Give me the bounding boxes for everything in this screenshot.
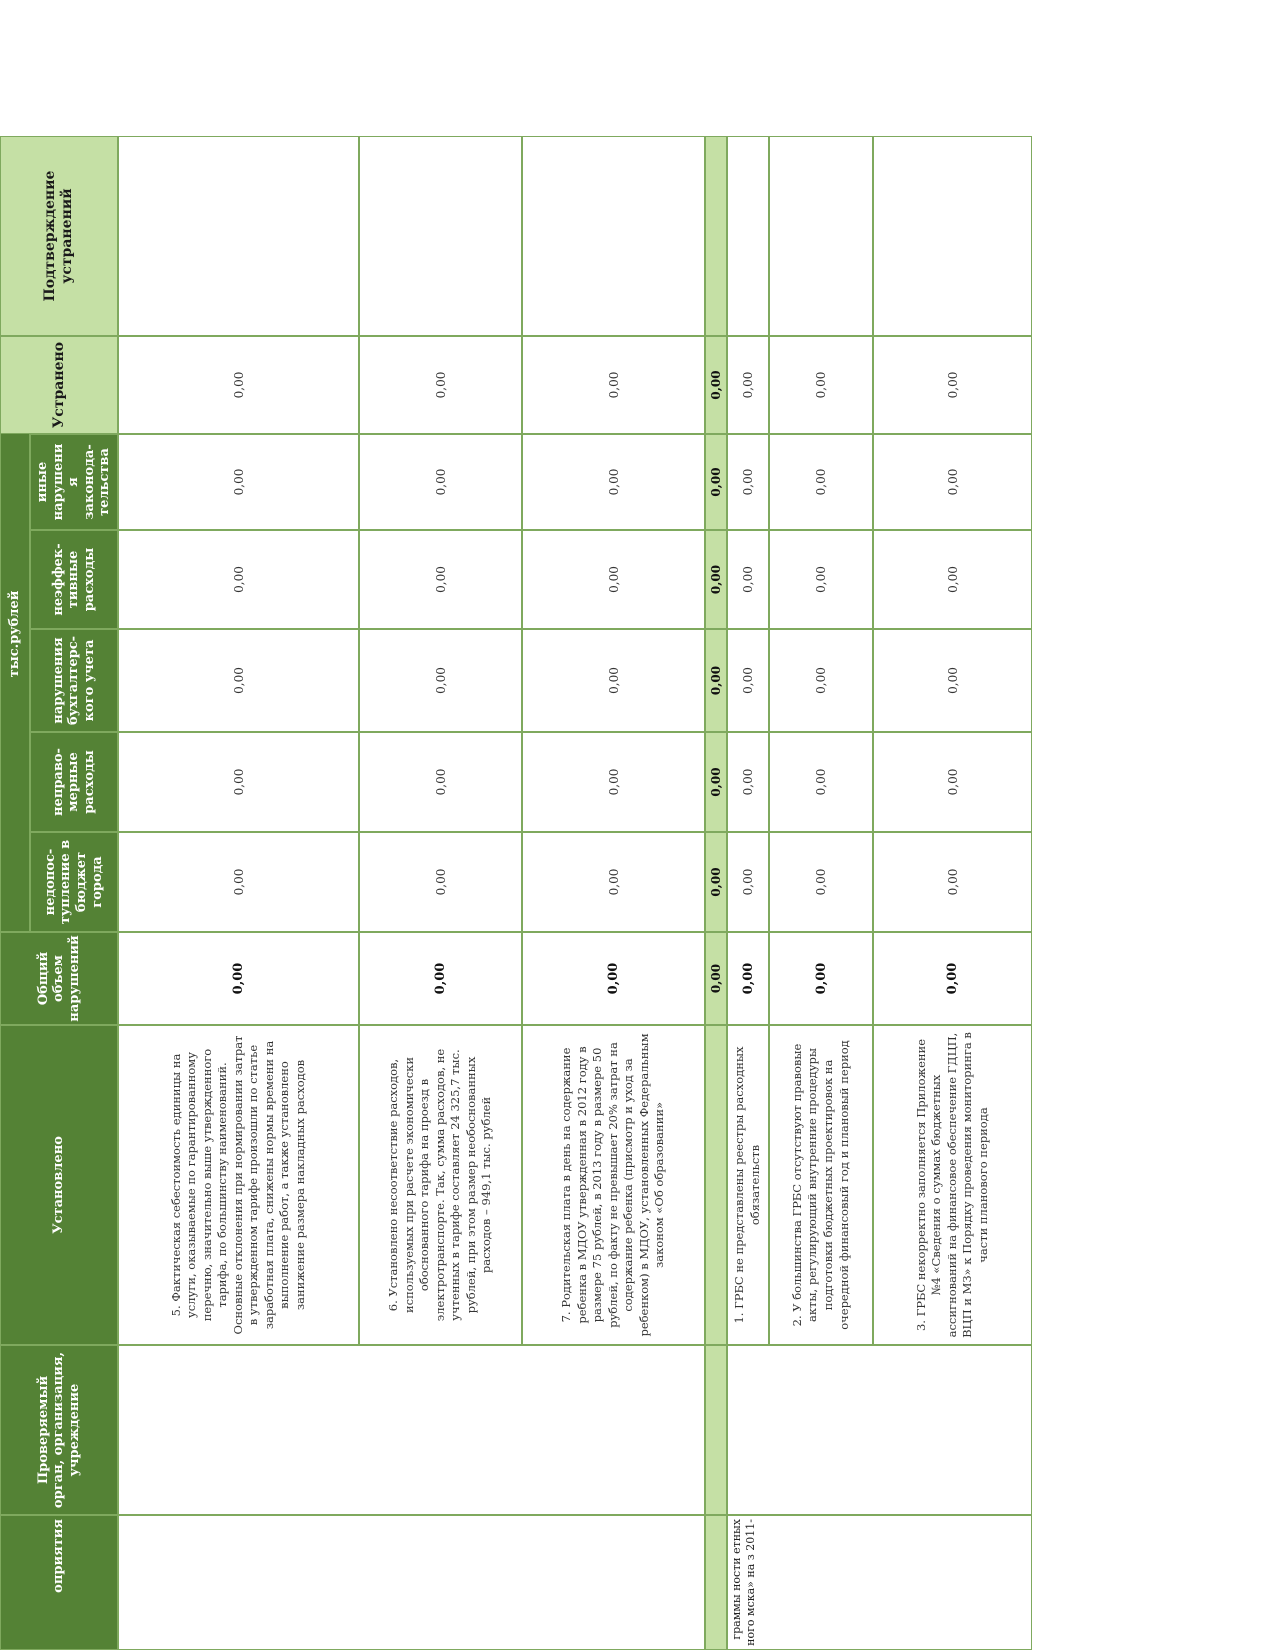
row7-ineffective: 0,00 — [522, 530, 705, 629]
finding-text: 3. ГРБС некорректно заполняется Приложение №4 «Сведения о суммах бюджетных ассигнований на финансовое обеспечение ГДЦП, ВЦП и МЗ» к Порядку проведения мониторинга в части планового периода — [913, 1032, 990, 1338]
row3-eliminated: 0,00 — [873, 336, 1032, 434]
row5-total: 0,00 — [118, 932, 359, 1025]
header-event-column — [0, 1515, 118, 1650]
row1-eliminated: 0,00 — [727, 336, 769, 434]
row1-accounting: 0,00 — [727, 629, 769, 732]
summary-misuse: 0,00 — [705, 732, 727, 832]
row7-misuse: 0,00 — [522, 732, 705, 832]
header-eliminated-label: Устранено — [50, 341, 67, 429]
header-misuse-label: неправо-мерные расходы — [50, 748, 97, 816]
row2-accounting: 0,00 — [769, 629, 873, 732]
section2-event-cell — [727, 1515, 1032, 1650]
row3-ineffective: 0,00 — [873, 530, 1032, 629]
row6-eliminated: 0,00 — [359, 336, 522, 434]
row3-other: 0,00 — [873, 434, 1032, 530]
row7-total: 0,00 — [522, 932, 705, 1025]
row5-shortfall: 0,00 — [118, 832, 359, 932]
section2-event-text: граммы ности етных ного мска» на з 2011- — [730, 1519, 758, 1646]
finding-row-2 — [769, 1025, 873, 1345]
header-accounting — [30, 629, 118, 732]
header-found — [0, 1025, 118, 1345]
summary-event-cell — [705, 1515, 727, 1650]
row1-misuse: 0,00 — [727, 732, 769, 832]
summary-ineffective: 0,00 — [705, 530, 727, 629]
row7-accounting: 0,00 — [522, 629, 705, 732]
header-confirm-label: Подтверждение устранений — [42, 170, 75, 302]
row5-eliminated: 0,00 — [118, 336, 359, 434]
summary-shortfall: 0,00 — [705, 832, 727, 932]
header-total-label: Общий объем нарушений — [35, 935, 82, 1022]
row3-shortfall: 0,00 — [873, 832, 1032, 932]
finding-row-7 — [522, 1025, 705, 1345]
row3-total: 0,00 — [873, 932, 1032, 1025]
finding-row-3 — [873, 1025, 1032, 1345]
finding-text: 7. Родительская плата в день на содержание ребенка в МДОУ утвержденная в 2012 году в размере 75 рублей, в 2013 году в размере 50 рублей, по факту не превышает 20% затрат на содержание ребенка (присмотр и уход за ребенком) в МДОУ, установленных Федеральным законом «Об образовании» — [559, 1033, 667, 1337]
finding-row-6 — [359, 1025, 522, 1345]
header-accounting-label: нарушения бухгалтерс-кого учета — [50, 635, 97, 726]
summary-found-cell — [705, 1025, 727, 1345]
row6-accounting: 0,00 — [359, 629, 522, 732]
finding-text: 2. У большинства ГРБС отсутствуют правовые акты, регулирующий внутренние процедуры подготовки бюджетных проектировок на очередной финансовый год и плановый период — [789, 1040, 851, 1330]
row7-confirmation — [522, 136, 705, 336]
row1-confirmation — [727, 136, 769, 336]
row2-ineffective: 0,00 — [769, 530, 873, 629]
finding-row-5 — [118, 1025, 359, 1345]
row7-shortfall: 0,00 — [522, 832, 705, 932]
header-shortfall-label: недопос-тупление в бюджет города — [42, 839, 105, 925]
summary-accounting: 0,00 — [705, 629, 727, 732]
row5-other: 0,00 — [118, 434, 359, 530]
row1-shortfall: 0,00 — [727, 832, 769, 932]
row5-confirmation — [118, 136, 359, 336]
row7-eliminated: 0,00 — [522, 336, 705, 434]
row2-total: 0,00 — [769, 932, 873, 1025]
summary-total: 0,00 — [705, 932, 727, 1025]
row6-confirmation — [359, 136, 522, 336]
header-other-label: иные нарушени я законода-тельства — [35, 443, 113, 521]
section2-body-cell — [727, 1345, 1032, 1515]
summary-body-cell — [705, 1345, 727, 1515]
row2-confirmation — [769, 136, 873, 336]
row5-accounting: 0,00 — [118, 629, 359, 732]
section1-event-cell — [118, 1515, 705, 1650]
header-shortfall — [30, 832, 118, 932]
header-ineffective-label: неэффек-тивные расходы — [50, 543, 97, 616]
row3-misuse: 0,00 — [873, 732, 1032, 832]
header-misuse — [30, 732, 118, 832]
row1-ineffective: 0,00 — [727, 530, 769, 629]
header-checked-body — [0, 1345, 118, 1515]
row6-total: 0,00 — [359, 932, 522, 1025]
row3-accounting: 0,00 — [873, 629, 1032, 732]
row2-other: 0,00 — [769, 434, 873, 530]
header-body-label: Проверяемый орган, организация, учреждение — [35, 1351, 82, 1509]
row3-confirmation — [873, 136, 1032, 336]
row2-misuse: 0,00 — [769, 732, 873, 832]
row2-eliminated: 0,00 — [769, 336, 873, 434]
header-event-label: оприятия — [51, 1519, 67, 1593]
row5-ineffective: 0,00 — [118, 530, 359, 629]
row1-total: 0,00 — [727, 932, 769, 1025]
header-units-label: тыс.рублей — [7, 590, 23, 678]
row6-misuse: 0,00 — [359, 732, 522, 832]
finding-text: 6. Установлено несоответствие расходов, используемых при расчете экономически обоснованного тарифа на проезд в электротранспорте. Так, сумма расходов, не учтенных в тарифе составляет 24 325,7 тыс. рублей, при этом размер необоснованных расходов – 949,1 тыс. рублей — [386, 1048, 494, 1322]
row7-other: 0,00 — [522, 434, 705, 530]
row6-other: 0,00 — [359, 434, 522, 530]
row5-misuse: 0,00 — [118, 732, 359, 832]
header-total-violations — [0, 932, 118, 1025]
row1-other: 0,00 — [727, 434, 769, 530]
header-eliminated — [0, 336, 118, 434]
section1-body-cell — [118, 1345, 705, 1515]
header-other — [30, 434, 118, 530]
header-ineffective — [30, 530, 118, 629]
summary-other: 0,00 — [705, 434, 727, 530]
summary-eliminated: 0,00 — [705, 336, 727, 434]
finding-row-1 — [727, 1025, 769, 1345]
header-found-label: Установлено — [51, 1136, 67, 1234]
finding-text: 1. ГРБС не представлены реестры расходных обязательств — [732, 1046, 762, 1324]
summary-confirmation — [705, 136, 727, 336]
row2-shortfall: 0,00 — [769, 832, 873, 932]
header-confirmation — [0, 136, 118, 336]
finding-text: 5. Фактическая себестоимость единицы на услуги, оказываемые по гарантированному перечню, значительно выше утвержденного тарифа, по большинству наименований. Основные отклонения при нормировании затрат в утвержденном тарифе произошли по статье заработная плата, снижены нормы времени на выполнение работ, а также установлено занижение размера накладных расходов — [168, 1035, 307, 1335]
row6-ineffective: 0,00 — [359, 530, 522, 629]
row6-shortfall: 0,00 — [359, 832, 522, 932]
